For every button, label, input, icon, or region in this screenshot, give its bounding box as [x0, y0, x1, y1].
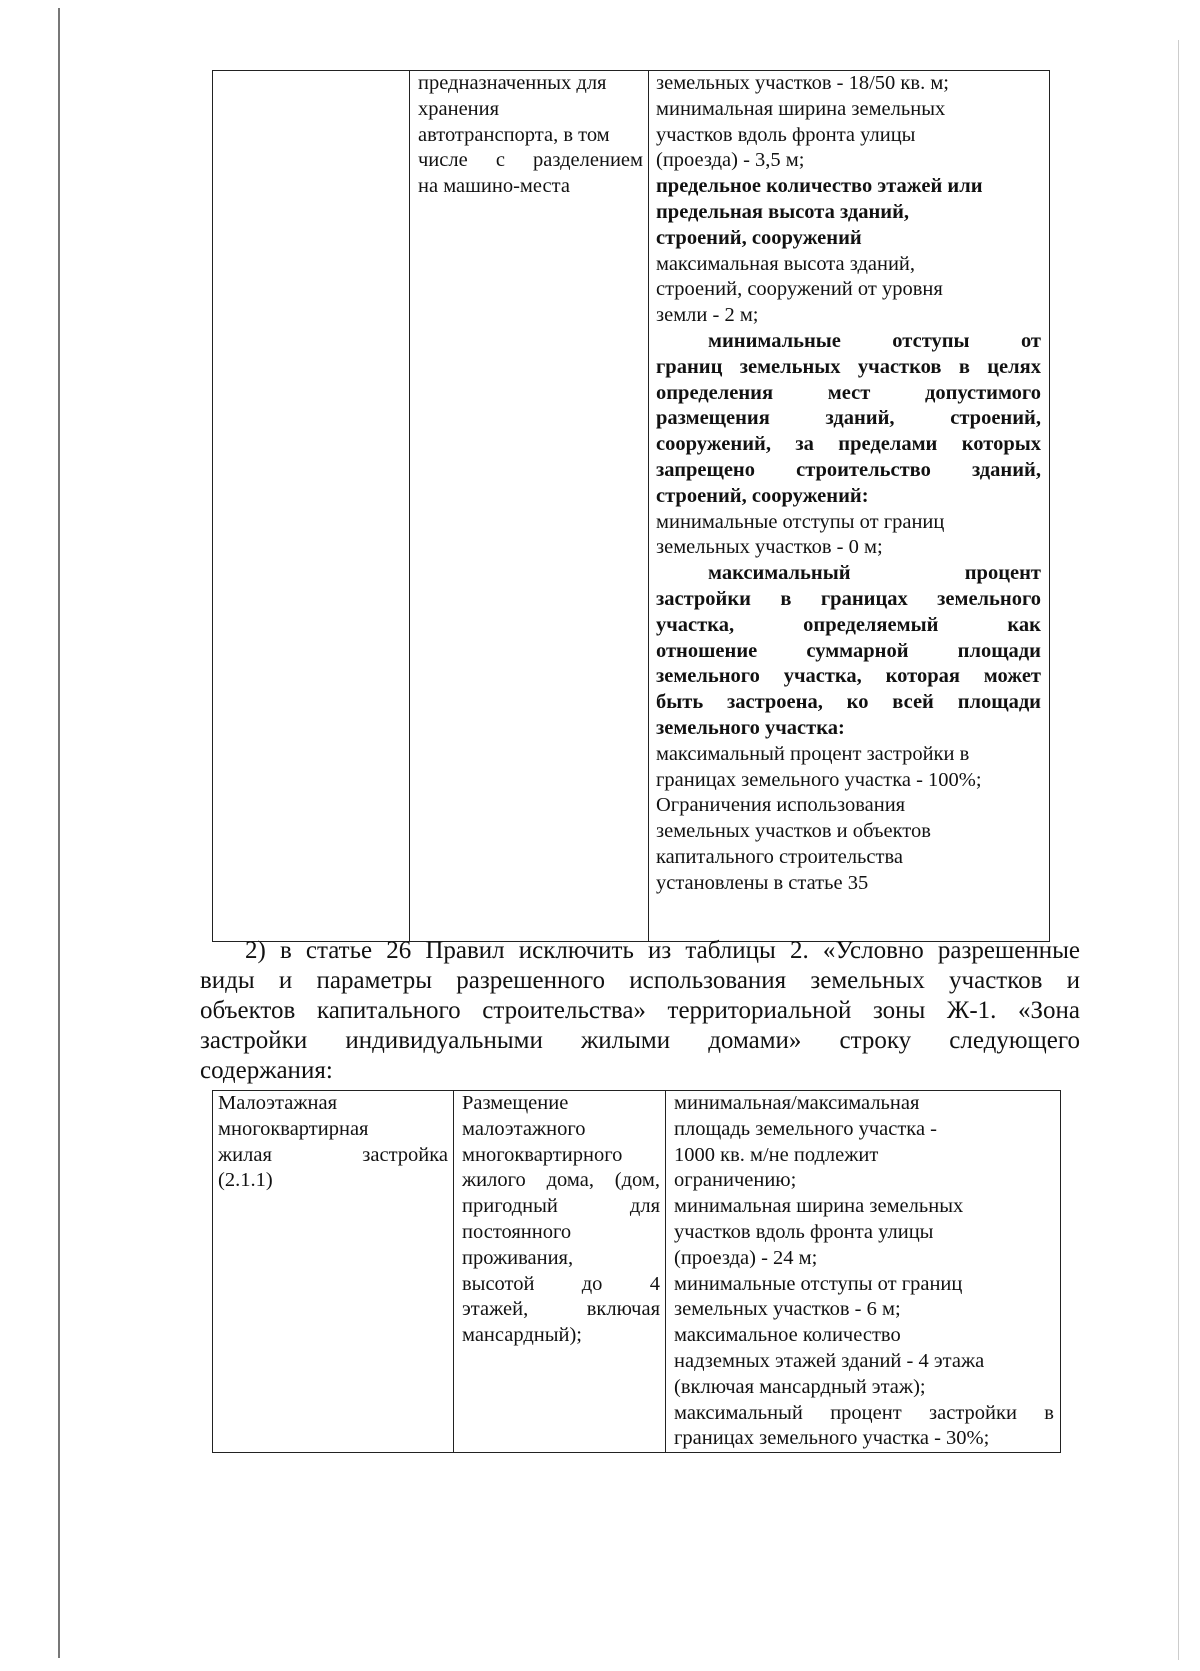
- text-line: постоянного: [462, 1220, 572, 1243]
- text-line: (проезда) - 3,5 м;: [656, 149, 805, 172]
- text-line: высотой до 4: [462, 1272, 660, 1295]
- table-cell-empty: [213, 71, 410, 942]
- text-line: многоквартирного: [462, 1143, 623, 1166]
- text-line: земельного участка, которая может: [656, 665, 1041, 688]
- paragraph-line: 2) в статье 26 Правил исключить из таблицы 2. «Условно разрешенные: [245, 937, 1080, 964]
- text-line: границах земельного участка - 30%;: [674, 1427, 990, 1450]
- text-line: застройки в границах земельного: [656, 587, 1041, 610]
- table-cell-parameters: [649, 71, 1050, 942]
- text-line: Малоэтажная: [218, 1092, 338, 1114]
- text-line: участков вдоль фронта улицы: [656, 123, 916, 146]
- table-cell-use-type: [213, 1091, 454, 1453]
- text-line: максимальное количество: [674, 1324, 901, 1347]
- text-line: мансардный);: [462, 1324, 582, 1347]
- text-line: земельных участков и объектов: [656, 820, 931, 843]
- text-line: (проезда) - 24 м;: [674, 1246, 818, 1269]
- text-line: отношение суммарной площади: [656, 639, 1041, 662]
- text-line: границах земельного участка - 100%;: [656, 768, 982, 791]
- text-line: проживания,: [462, 1246, 574, 1269]
- text-line: минимальные отступы от границ: [656, 510, 945, 533]
- paragraph-line: виды и параметры разрешенного использования земельных участков и: [200, 967, 1080, 994]
- text-line: участков вдоль фронта улицы: [674, 1220, 934, 1243]
- text-line: площадь земельного участка -: [674, 1117, 937, 1140]
- text-line: Размещение: [462, 1092, 569, 1114]
- text-line: минимальные отступы от границ: [674, 1272, 963, 1295]
- text-line: 1000 кв. м/не подлежит: [674, 1143, 879, 1166]
- text-line: запрещено строительство зданий,: [656, 458, 1041, 481]
- text-line: Ограничения использования: [656, 794, 906, 817]
- text-line: размещения зданий, строений,: [656, 407, 1041, 430]
- text-line: минимальная ширина земельных: [656, 97, 946, 120]
- text-line: земельного участка:: [656, 716, 845, 739]
- text-line: участка, определяемый как: [656, 613, 1041, 636]
- text-line: многоквартирная: [218, 1117, 369, 1140]
- text-line: минимальная/максимальная: [674, 1092, 920, 1114]
- text-line: (2.1.1): [218, 1169, 273, 1192]
- zoning-table-continued: [212, 70, 1050, 942]
- table-row: [213, 71, 1050, 942]
- text-line: строений, сооружений:: [656, 484, 869, 507]
- text-line: земельных участков - 6 м;: [674, 1298, 901, 1321]
- text-line: быть застроена, ко всей площади: [656, 691, 1041, 714]
- text-line: числе с разделением: [418, 149, 643, 172]
- scan-edge-right: [1178, 40, 1179, 1660]
- text-line: предельная высота зданий,: [656, 200, 910, 223]
- text-line: определения мест допустимого: [656, 381, 1041, 404]
- text-line: хранения: [418, 97, 500, 120]
- text-line: капитального строительства: [656, 845, 903, 868]
- text-line: минимальные отступы от: [708, 329, 1041, 352]
- text-line: строений, сооружений: [656, 226, 862, 249]
- amendment-paragraph: [200, 936, 1080, 1086]
- use-type-text: [218, 1091, 448, 1194]
- text-line: максимальный процент застройки в: [674, 1401, 1054, 1424]
- text-line: сооружений, за пределами которых: [656, 433, 1041, 456]
- text-line: малоэтажного: [462, 1117, 586, 1140]
- table-cell-description: [454, 1091, 666, 1453]
- text-line: земли - 2 м;: [656, 304, 759, 327]
- paragraph-line: застройки индивидуальными жилыми домами» строку следующего: [200, 1027, 1080, 1054]
- text-line: максимальная высота зданий,: [656, 252, 916, 275]
- text-line: строений, сооружений от уровня: [656, 278, 943, 301]
- table-cell-parameters: [666, 1091, 1061, 1453]
- parameters-text: [656, 71, 1041, 897]
- text-line: предназначенных для: [418, 72, 607, 94]
- table-cell-purpose: [410, 71, 649, 942]
- text-line: установлены в статье 35: [656, 871, 869, 894]
- text-line: этажей, включая: [462, 1298, 660, 1321]
- paragraph-line: содержания:: [200, 1057, 333, 1084]
- text-line: максимальный процент: [708, 562, 1041, 585]
- description-text: [462, 1091, 660, 1349]
- text-line: минимальная ширина земельных: [674, 1195, 964, 1218]
- text-line: земельных участков - 0 м;: [656, 536, 883, 559]
- text-line: земельных участков - 18/50 кв. м;: [656, 72, 949, 94]
- text-line: максимальный процент застройки в: [656, 742, 970, 765]
- scan-edge-left: [58, 8, 60, 1658]
- text-line: надземных этажей зданий - 4 этажа: [674, 1349, 985, 1372]
- text-line: пригодный для: [462, 1195, 660, 1218]
- text-line: предельное количество этажей или: [656, 175, 983, 198]
- text-line: жилого дома, (дом,: [462, 1169, 660, 1192]
- purpose-text: [418, 71, 643, 200]
- text-line: автотранспорта, в том: [418, 123, 610, 146]
- text-line: (включая мансардный этаж);: [674, 1375, 926, 1398]
- table-row: [213, 1091, 1061, 1453]
- parameters-text: [674, 1091, 1054, 1452]
- paragraph-line: объектов капитального строительства» территориальной зоны Ж-1. «Зона: [200, 997, 1080, 1024]
- text-line: границ земельных участков в целях: [656, 355, 1041, 378]
- text-line: на машино-места: [418, 175, 570, 198]
- excluded-row-table: [212, 1090, 1061, 1453]
- text-line: жилая застройка: [218, 1143, 448, 1166]
- text-line: ограничению;: [674, 1169, 797, 1192]
